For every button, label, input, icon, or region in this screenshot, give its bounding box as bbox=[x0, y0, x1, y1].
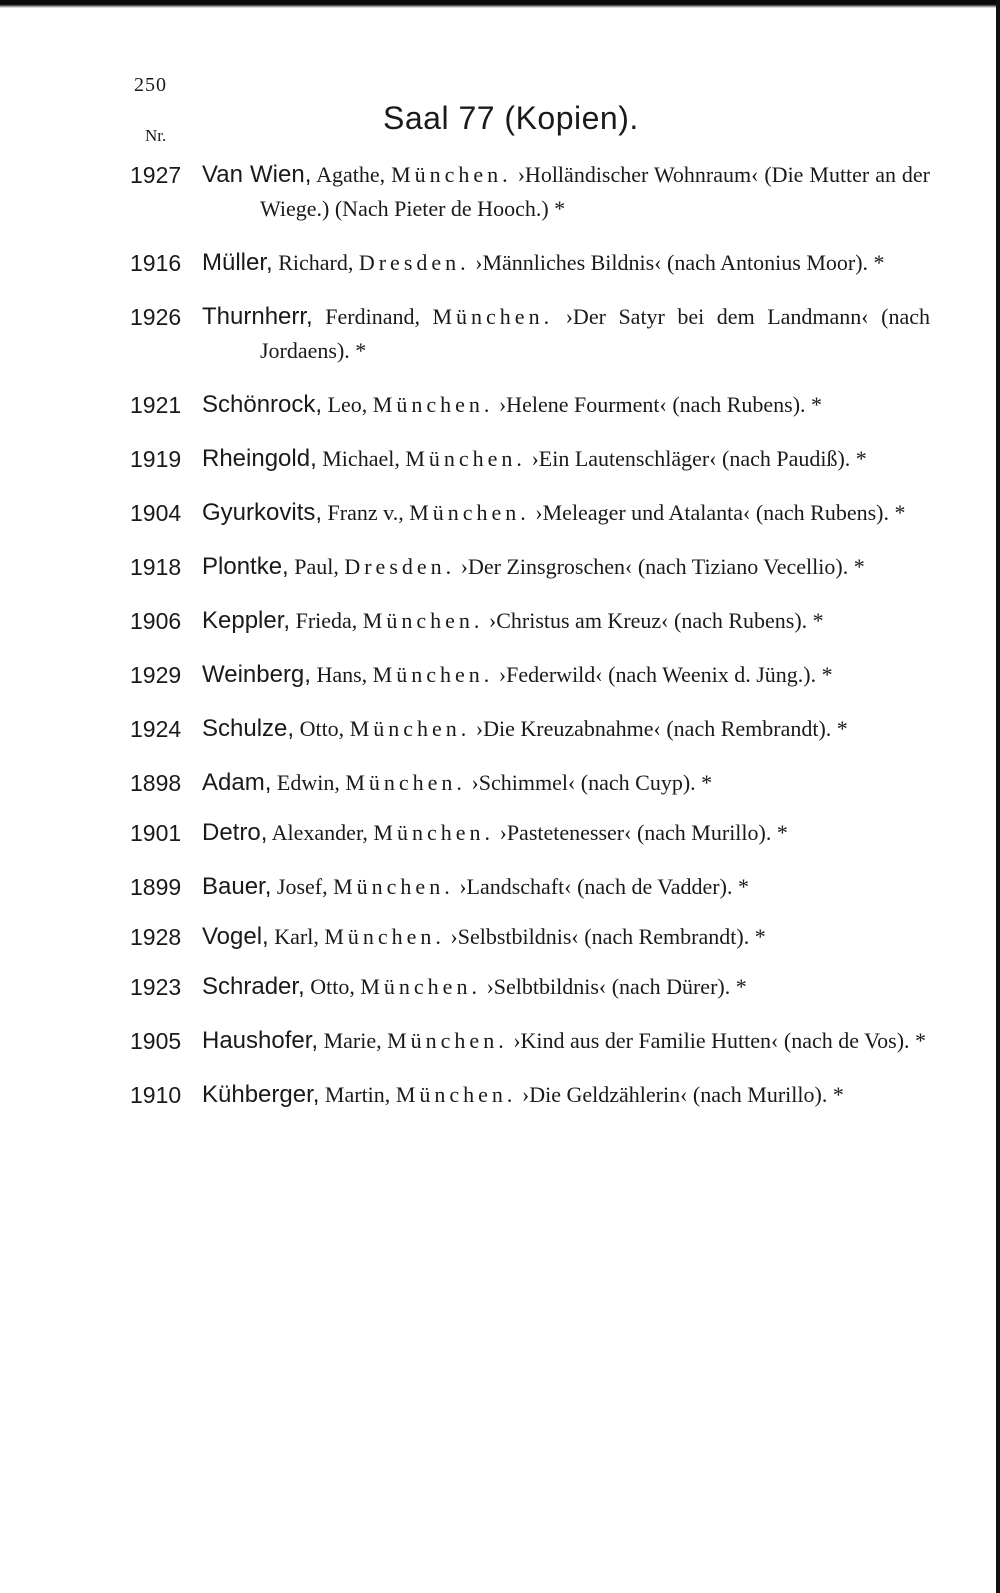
catalog-entry bbox=[130, 766, 930, 800]
artist-city: München. bbox=[432, 304, 554, 329]
artist-surname: Schrader, bbox=[202, 973, 305, 1000]
artist-city: München. bbox=[391, 162, 512, 187]
artwork-description: ›Kind aus der Familie Hutten‹ (nach de Vos). * bbox=[513, 1028, 927, 1053]
artist-city: München. bbox=[395, 1082, 517, 1107]
entry-number: 1928 bbox=[130, 924, 182, 950]
catalog-entry bbox=[130, 870, 930, 904]
catalog-entry bbox=[130, 604, 930, 638]
entry-number: 1918 bbox=[130, 554, 182, 580]
entry-number: 1924 bbox=[130, 716, 182, 742]
entry-number: 1927 bbox=[130, 162, 182, 188]
artist-surname: Vogel, bbox=[202, 923, 269, 950]
catalog-entry bbox=[130, 1078, 930, 1112]
catalog-entry bbox=[130, 158, 930, 226]
artwork-description: ›Männliches Bildnis‹ (nach Antonius Moor). * bbox=[475, 250, 885, 275]
artist-city: München. bbox=[362, 608, 484, 633]
artist-surname: Keppler, bbox=[202, 607, 291, 634]
artist-city: München. bbox=[333, 874, 454, 899]
catalog-entry bbox=[130, 550, 930, 584]
artwork-description: ›Landschaft‹ (nach de Vadder). * bbox=[459, 874, 749, 899]
artist-surname: Plontke, bbox=[202, 553, 289, 580]
entry-number: 1905 bbox=[130, 1028, 182, 1054]
artist-surname: Van Wien, bbox=[202, 161, 312, 188]
catalog-entry bbox=[130, 920, 930, 954]
artwork-description: ›Holländischer Wohnraum‹ (Die Mutter an der Wiege.) (Nach Pieter de Hooch.) * bbox=[260, 162, 930, 221]
artist-first-name: Otto, bbox=[310, 974, 355, 999]
entry-number: 1926 bbox=[130, 304, 182, 330]
artist-first-name: Ferdinand, bbox=[325, 304, 420, 329]
artist-surname: Thurnherr, bbox=[202, 303, 313, 330]
artist-first-name: Hans, bbox=[316, 662, 368, 687]
entry-number: 1906 bbox=[130, 608, 182, 634]
entry-number: 1923 bbox=[130, 974, 182, 1000]
entry-number: 1898 bbox=[130, 770, 182, 796]
artist-surname: Bauer, bbox=[202, 873, 272, 900]
artwork-description: ›Die Kreuzabnahme‹ (nach Rembrandt). * bbox=[475, 716, 848, 741]
catalog-entry bbox=[130, 658, 930, 692]
artist-first-name: Marie, bbox=[323, 1028, 382, 1053]
artwork-description: ›Selbtbildnis‹ (nach Dürer). * bbox=[486, 974, 747, 999]
entry-number: 1929 bbox=[130, 662, 182, 688]
page-number: 250 bbox=[134, 74, 167, 96]
entry-number: 1901 bbox=[130, 820, 182, 846]
artist-surname: Gyurkovits, bbox=[202, 499, 323, 526]
artist-city: München. bbox=[349, 716, 471, 741]
artwork-description: ›Selbstbildnis‹ (nach Rembrandt). * bbox=[450, 924, 766, 949]
nr-column-label: Nr. bbox=[145, 126, 167, 145]
artist-city: Dresden. bbox=[358, 250, 470, 275]
entry-number: 1921 bbox=[130, 392, 182, 418]
entry-number: 1916 bbox=[130, 250, 182, 276]
artist-surname: Weinberg, bbox=[202, 661, 311, 688]
artist-city: München. bbox=[345, 770, 466, 795]
artwork-description: ›Meleager und Atalanta‹ (nach Rubens). * bbox=[535, 500, 906, 525]
artwork-description: ›Schimmel‹ (nach Cuyp). * bbox=[471, 770, 713, 795]
entry-number: 1910 bbox=[130, 1082, 182, 1108]
artist-first-name: Paul, bbox=[294, 554, 339, 579]
catalog-entry bbox=[130, 442, 930, 476]
artist-first-name: Alexander, bbox=[271, 820, 368, 845]
artist-first-name: Otto, bbox=[299, 716, 345, 741]
artist-city: München. bbox=[324, 924, 445, 949]
artist-city: München. bbox=[360, 974, 481, 999]
artist-city: München. bbox=[387, 1028, 508, 1053]
artwork-description: ›Pastetenesser‹ (nach Murillo). * bbox=[499, 820, 788, 845]
artist-surname: Haushofer, bbox=[202, 1027, 319, 1054]
entry-number: 1919 bbox=[130, 446, 182, 472]
artist-surname: Schulze, bbox=[202, 715, 295, 742]
artist-surname: Rheingold, bbox=[202, 445, 317, 472]
catalog-entry bbox=[130, 388, 930, 422]
artist-first-name: Franz v., bbox=[327, 500, 404, 525]
catalog-entry bbox=[130, 300, 930, 368]
scan-right-edge bbox=[996, 0, 1000, 1593]
artist-city: München. bbox=[405, 446, 526, 471]
artist-first-name: Karl, bbox=[274, 924, 319, 949]
catalog-entry bbox=[130, 246, 930, 280]
artwork-description: ›Der Zinsgroschen‹ (nach Tiziano Vecellio). * bbox=[460, 554, 865, 579]
page-title: Saal 77 (Kopien). bbox=[383, 100, 639, 136]
artist-surname: Müller, bbox=[202, 249, 273, 276]
artist-surname: Adam, bbox=[202, 769, 272, 796]
artwork-description: ›Helene Fourment‹ (nach Rubens). * bbox=[498, 392, 823, 417]
artist-city: München. bbox=[409, 500, 530, 525]
catalog-entry bbox=[130, 712, 930, 746]
artist-first-name: Agathe, bbox=[316, 162, 386, 187]
entry-number: 1899 bbox=[130, 874, 182, 900]
artist-first-name: Martin, bbox=[324, 1082, 391, 1107]
artist-first-name: Leo, bbox=[327, 392, 368, 417]
artist-city: München. bbox=[372, 392, 494, 417]
artist-first-name: Edwin, bbox=[276, 770, 340, 795]
catalog-entry bbox=[130, 496, 930, 530]
scan-top-edge bbox=[0, 0, 1000, 8]
catalog-entry bbox=[130, 1024, 930, 1058]
artist-surname: Schönrock, bbox=[202, 391, 323, 418]
artist-first-name: Josef, bbox=[276, 874, 328, 899]
catalog-entry bbox=[130, 816, 930, 850]
artist-first-name: Frieda, bbox=[295, 608, 358, 633]
artwork-description: ›Der Satyr bei dem Landmann‹ (nach Jordaens). * bbox=[260, 304, 931, 363]
artwork-description: ›Christus am Kreuz‹ (nach Rubens). * bbox=[488, 608, 824, 633]
artwork-description: ›Ein Lautenschläger‹ (nach Paudiß). * bbox=[531, 446, 867, 471]
catalog-entry bbox=[130, 970, 930, 1004]
artwork-description: ›Die Geldzählerin‹ (nach Murillo). * bbox=[521, 1082, 844, 1107]
artist-first-name: Michael, bbox=[322, 446, 400, 471]
artist-first-name: Richard, bbox=[278, 250, 354, 275]
artist-surname: Kühberger, bbox=[202, 1081, 320, 1108]
entry-number: 1904 bbox=[130, 500, 182, 526]
artist-city: München. bbox=[372, 662, 494, 687]
artist-city: München. bbox=[373, 820, 494, 845]
artwork-description: ›Federwild‹ (nach Weenix d. Jüng.). * bbox=[498, 662, 833, 687]
artist-city: Dresden. bbox=[344, 554, 456, 579]
catalog-entry-list bbox=[130, 158, 930, 1132]
artist-surname: Detro, bbox=[202, 819, 268, 846]
